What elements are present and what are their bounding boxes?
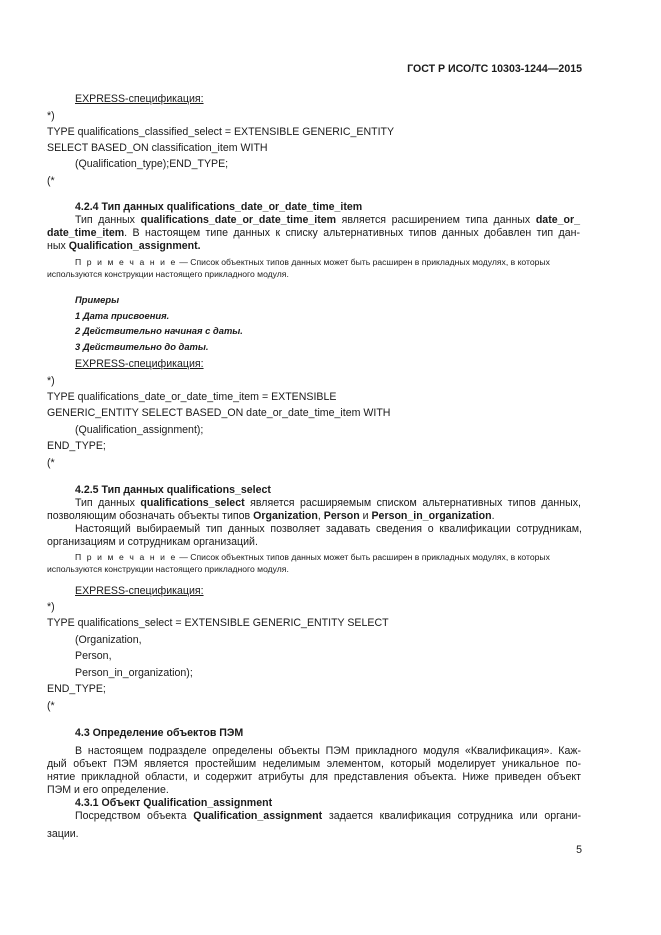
paragraph-line: date_time_item. В настоящем типе данных к списку альтернативных типов данных добавлен тип дан- xyxy=(47,227,580,239)
code-close-marker: (* xyxy=(47,175,55,187)
paragraph-line: ПЭМ и его определение. xyxy=(47,784,169,796)
code-open-marker: *) xyxy=(47,375,55,387)
code-line: TYPE qualifications_select = EXTENSIBLE GENERIC_ENTITY SELECT xyxy=(47,617,389,629)
code-line: END_TYPE; xyxy=(47,683,106,695)
section-heading-4-2-4: 4.2.4 Тип данных qualifications_date_or_date_time_item xyxy=(75,201,363,213)
paragraph-line: Тип данных qualifications_select является расширяемым списком альтернативных типов данных, xyxy=(75,497,581,509)
paragraph-line: Посредством объекта Qualification_assignment задается квалификация сотрудника или органи- xyxy=(75,810,581,822)
paragraph-line: организациям и сотрудникам организаций. xyxy=(47,536,258,548)
note-line: используются конструкции настоящего прикладного модуля. xyxy=(47,269,289,279)
note-label: П р и м е ч а н и е xyxy=(75,552,177,562)
code-line: GENERIC_ENTITY SELECT BASED_ON date_or_date_time_item WITH xyxy=(47,407,391,419)
code-line: Person, xyxy=(75,650,112,662)
paragraph-line: дый объект ПЭМ является простейшим неделимым элементом, который моделирует уникальное по- xyxy=(47,758,581,770)
paragraph-line: зации. xyxy=(47,828,79,840)
example-item: 3 Действительно до даты. xyxy=(75,341,209,352)
examples-title: Примеры xyxy=(75,294,120,305)
section-heading-4-2-5: 4.2.5 Тип данных qualifications_select xyxy=(75,484,271,496)
note-line: используются конструкции настоящего прикладного модуля. xyxy=(47,564,289,574)
note-label: П р и м е ч а н и е xyxy=(75,257,177,267)
example-item: 2 Действительно начиная с даты. xyxy=(75,325,243,336)
express-spec-label: EXPRESS-спецификация: xyxy=(75,358,204,370)
code-close-marker: (* xyxy=(47,457,55,469)
express-spec-label: EXPRESS-спецификация: xyxy=(75,93,204,105)
paragraph-line: Тип данных qualifications_date_or_date_time_item является расширением типа данных date_or_ xyxy=(75,214,580,226)
example-item: 1 Дата присвоения. xyxy=(75,310,170,321)
code-line: Person_in_organization); xyxy=(75,667,193,679)
paragraph-line: Настоящий выбираемый тип данных позволяет задавать сведения о квалификации сотрудникам, xyxy=(75,523,582,535)
section-heading-4-3-1: 4.3.1 Объект Qualification_assignment xyxy=(75,797,273,809)
section-heading-4-3: 4.3 Определение объектов ПЭМ xyxy=(75,727,244,739)
page-number: 5 xyxy=(576,844,582,856)
note-line: П р и м е ч а н и е — Список объектных типов данных может быть расширен в прикладных модулях, в которых xyxy=(75,257,550,267)
code-line: TYPE qualifications_date_or_date_time_item = EXTENSIBLE xyxy=(47,391,337,403)
code-line: (Organization, xyxy=(75,634,142,646)
paragraph-line: В настоящем подразделе определены объекты ПЭМ прикладного модуля «Квалификация». Каж- xyxy=(75,745,581,757)
paragraph-line: ных Qualification_assignment. xyxy=(47,240,201,252)
code-open-marker: *) xyxy=(47,110,55,122)
paragraph-line: позволяющим обозначать объекты типов Organization, Person и Person_in_organization. xyxy=(47,510,495,522)
code-line: TYPE qualifications_classified_select = EXTENSIBLE GENERIC_ENTITY xyxy=(47,126,395,138)
code-line: END_TYPE; xyxy=(47,440,106,452)
code-line: SELECT BASED_ON classification_item WITH xyxy=(47,142,268,154)
document-header: ГОСТ Р ИСО/ТС 10303-1244—2015 xyxy=(407,63,582,75)
code-close-marker: (* xyxy=(47,700,55,712)
express-spec-label: EXPRESS-спецификация: xyxy=(75,585,204,597)
paragraph-line: нятие прикладной области, и содержит атрибуты для представления объекта. Ниже приведен объект xyxy=(47,771,581,783)
code-line: (Qualification_type);END_TYPE; xyxy=(75,158,229,170)
code-open-marker: *) xyxy=(47,601,55,613)
note-line: П р и м е ч а н и е — Список объектных типов данных может быть расширен в прикладных модулях, в которых xyxy=(75,552,550,562)
code-line: (Qualification_assignment); xyxy=(75,424,204,436)
